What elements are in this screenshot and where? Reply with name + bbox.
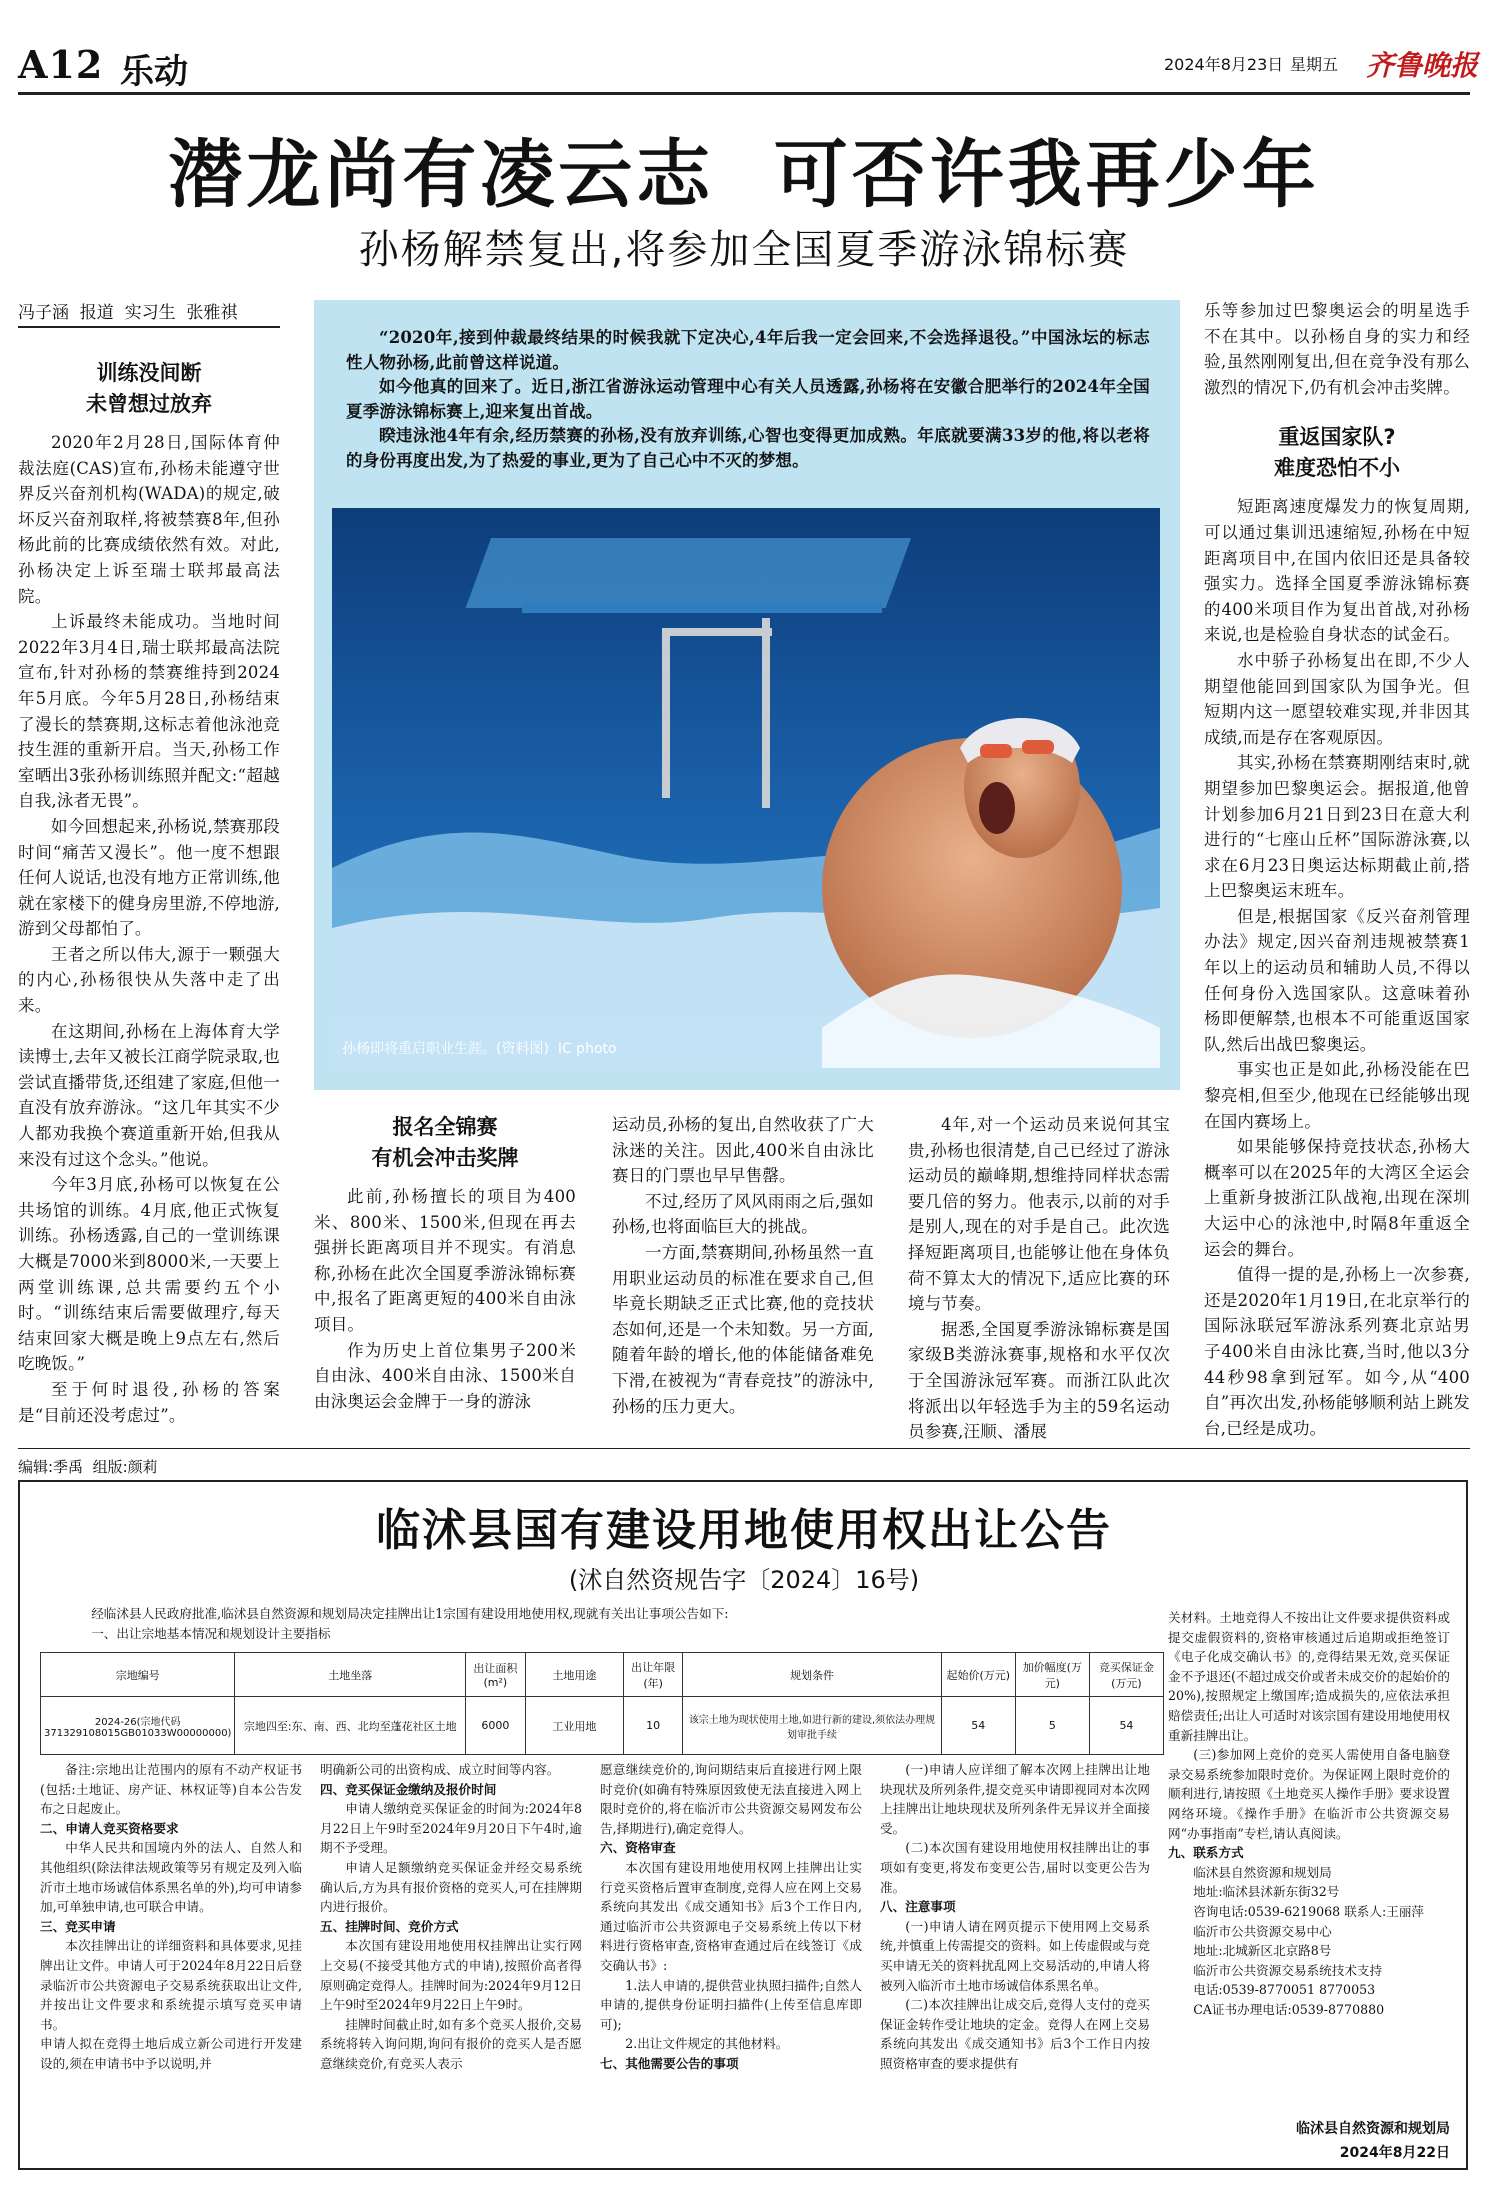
notice-paragraph: 2.出让文件规定的其他材料。 xyxy=(625,2036,789,2052)
table-header-row xyxy=(41,1653,1164,1697)
notice-signature-org: 临沭县自然资源和规划局 xyxy=(1296,2121,1450,2137)
table-header-cell: 规划条件 xyxy=(683,1653,942,1697)
notice-paragraph: (一)申请人请在网页提示下使用网上交易系统,并慎重上传需提交的资料。如上传虚假或与竞买申请无关的资料扰乱网上交易活动的,申请人将被列入临沂市土地市场诚信体系黑名单。 xyxy=(880,1918,1150,1993)
notice-paragraph: 电话:0539-8770051 8770053 xyxy=(1193,1982,1376,1998)
article-column-5 xyxy=(1204,298,1470,1441)
notice-paragraph: 备注:宗地出让范围内的原有不动产权证书(包括:土地证、房产证、林权证等)自本公告发布之日起废止。 xyxy=(40,1762,302,1817)
notice-paragraph: 地址:北城新区北京路8号 xyxy=(1193,1943,1332,1959)
issue-weekday: 星期五 xyxy=(1290,55,1339,74)
section-name: 乐动 xyxy=(120,52,188,92)
article-paragraph: 事实也正是如此,孙杨没能在巴黎亮相,但至少,他现在已经能够出现在国内赛场上。 xyxy=(1204,1060,1470,1131)
notice-paragraph: (二)本次挂牌出让成交后,竞得人支付的竞买保证金转作受让地块的定金。竞得人在网上交易系统向其发出《成交通知书》后3个工作日内按照资格审查的要求提供有 xyxy=(880,1997,1150,2071)
article-paragraph: 至于何时退役,孙杨的答案是“目前还没考虑过”。 xyxy=(18,1379,280,1425)
lead-paragraph: “2020年,接到仲裁最终结果的时候我就下定决心,4年后我一定会回来,不会选择退役。”中国泳坛的标志性人物孙杨,此前曾这样说道。 xyxy=(346,328,1150,372)
table-cell: 54 xyxy=(941,1697,1015,1755)
notice-paragraph: 挂牌时间截止时,如有多个竞买人报价,交易系统将转入询问期,询问有报价的竞买人是否愿意继续竞价,有竞买人表示 xyxy=(320,2016,582,2071)
notice-paragraph: 本次国有建设用地使用权网上挂牌出让实行竞买资格后置审查制度,竞得人应在网上交易系统向其发出《成交通知书》后3个工作日内,通过临沂市公共资源电子交易系统上传以下材料进行资格审查,资格审查通过后在线签订《成交确认书》: xyxy=(600,1859,862,1973)
notice-intro-text: 经临沭县人民政府批准,临沭县自然资源和规划局决定挂牌出让1宗国有建设用地使用权,现就有关出让事项公告如下: xyxy=(91,1606,729,1621)
table-header-cell: 起始价(万元) xyxy=(941,1653,1015,1697)
notice-section-heading: 六、资格审查 xyxy=(600,1840,676,1856)
editor-rule xyxy=(18,1448,1470,1449)
notice-intro xyxy=(66,1604,1156,1643)
notice-paragraph: 申请人足额缴纳竞买保证金并经交易系统确认后,方为具有报价资格的竞买人,可在挂牌期内进行报价。 xyxy=(320,1859,582,1915)
table-header-cell: 宗地编号 xyxy=(41,1653,235,1697)
notice-signature-date: 2024年8月22日 xyxy=(1339,2145,1450,2161)
lead-text xyxy=(346,326,1150,473)
article-paragraph: 不过,经历了风风雨雨之后,强如孙杨,也将面临巨大的挑战。 xyxy=(612,1191,874,1237)
notice-paragraph: 临沭县自然资源和规划局 xyxy=(1193,1864,1332,1880)
article-paragraph: 运动员,孙杨的复出,自然收获了广大泳迷的关注。因此,400米自由泳比赛日的门票也早早售罄。 xyxy=(612,1115,874,1186)
page-headline: 潜龙尚有凌云志 可否许我再少年 xyxy=(168,132,1320,218)
table-cell: 工业用地 xyxy=(525,1697,623,1755)
article-paragraph: 其实,孙杨在禁赛期刚结束时,就期望参加巴黎奥运会。据报道,他曾计划参加6月21日到23日在意大利进行的“七座山丘杯”国际游泳赛,以求在6月23日奥运达标期截止前,搭上巴黎奥运末班车。 xyxy=(1204,753,1470,901)
notice-paragraph: CA证书办理电话:0539-8770880 xyxy=(1193,2001,1385,2017)
table-header-cell: 土地坐落 xyxy=(235,1653,466,1697)
article-paragraph: 王者之所以伟大,源于一颗强大的内心,孙杨很快从失落中走了出来。 xyxy=(18,944,280,1016)
notice-column-4 xyxy=(880,1760,1150,2074)
article-paragraph: 在这期间,孙杨在上海体育大学读博士,去年又被长江商学院录取,也尝试直播带货,还组建了家庭,但他一直没有放弃游泳。“这几年其实不少人都劝我换个赛道重新开始,但我从来没有过这个念头。”他说。 xyxy=(18,1021,280,1169)
notice-column-1 xyxy=(40,1760,302,2074)
notice-paragraph: 临沂市公共资源交易系统技术支持 xyxy=(1193,1962,1383,1978)
notice-section-heading: 七、其他需要公告的事项 xyxy=(600,2055,739,2071)
notice-paragraph: (一)申请人应详细了解本次网上挂牌出让地块现状及所列条件,提交竞买申请即视同对本次网上挂牌出让地块现状及所列条件无异议并全面接受。 xyxy=(880,1762,1150,1836)
notice-paragraph: 关材料。土地竞得人不按出让文件要求提供资料或提交虚假资料的,资格审核通过后追期或拒绝签订《电子化成交确认书》的,竞得结果无效,竞买保证金不予退还(不超过成交价或者未成交价的起始价的20%),按照规定上缴国库;造成损失的,应依法承担赔偿责任;出让人可适时对该宗国有建设用地使用权重新挂牌出让。 xyxy=(1168,1610,1450,1743)
section-heading xyxy=(1204,422,1470,484)
section-heading-line: 未曾想过放弃 xyxy=(86,392,212,416)
article-paragraph: 乐等参加过巴黎奥运会的明星选手不在其中。以孙杨自身的实力和经验,虽然刚刚复出,但在竞争没有那么激烈的情况下,仍有机会冲击奖牌。 xyxy=(1204,301,1470,397)
section-heading xyxy=(314,1112,576,1174)
table-cell: 6000 xyxy=(466,1697,526,1755)
section-heading-line: 重返国家队? xyxy=(1278,425,1396,450)
article-paragraph: 短距离速度爆发力的恢复周期,可以通过集训迅速缩短,孙杨在中短距离项目中,在国内依旧还是具备较强实力。选择全国夏季游泳锦标赛的400米项目作为复出首战,对孙杨来说,也是检验自身状态的试金石。 xyxy=(1204,497,1470,645)
section-heading-line: 训练没间断 xyxy=(96,361,202,385)
notice-paragraph: 申请人缴纳竞买保证金的时间为:2024年8月22日上午9时至2024年9月20日下午4时,逾期不予受理。 xyxy=(320,1801,582,1856)
article-paragraph: 作为历史上首位集男子200米自由泳、400米自由泳、1500米自由泳奥运会金牌于一身的游泳 xyxy=(314,1340,576,1411)
notice-column-3 xyxy=(600,1760,862,2074)
article-paragraph: 今年3月底,孙杨可以恢复在公共场馆的训练。4月底,他正式恢复训练。孙杨透露,自己的一堂训练课大概是7000米到8000米,一天要上两堂训练课,总共需要约五个小时。“训练结束后需要做理疗,每天结束回家大概是晚上9点左右,然后吃晚饭。” xyxy=(18,1175,280,1374)
notice-column-5 xyxy=(1168,1608,1450,2019)
notice-section-heading: 二、申请人竞买资格要求 xyxy=(40,1820,179,1836)
section-heading-line: 有机会冲击奖牌 xyxy=(371,1146,519,1170)
notice-section-heading: 五、挂牌时间、竞价方式 xyxy=(320,1918,459,1934)
notice-section-heading: 四、竞买保证金缴纳及报价时间 xyxy=(320,1781,497,1797)
article-paragraph: 水中骄子孙杨复出在即,不少人期望他能回到国家队为国争光。但短期内这一愿望较难实现,并非因其成绩,而是存在客观原因。 xyxy=(1204,650,1470,747)
notice-paragraph: 申请人拟在竞得土地后成立新公司进行开发建设的,须在申请书中予以说明,并 xyxy=(40,2036,302,2071)
page-subheadline: 孙杨解禁复出,将参加全国夏季游泳锦标赛 xyxy=(358,227,1130,273)
table-cell: 宗地四至:东、南、西、北均至蓬花社区土地 xyxy=(235,1697,466,1755)
notice-paragraph: 1.法人申请的,提供营业执照扫描件;自然人申请的,提供身份证明扫描件(上传至信息库即可); xyxy=(600,1977,862,2032)
page-number: A12 xyxy=(18,42,104,87)
notice-paragraph: 本次挂牌出让的详细资料和具体要求,见挂牌出让文件。申请人可于2024年8月22日后登录临沂市公共资源电子交易系统获取出让文件,并按出让文件要求和系统提示填写竞买申请书。 xyxy=(40,1938,302,2032)
table-cell: 10 xyxy=(624,1697,683,1755)
table-header-cell: 加价幅度(万元) xyxy=(1015,1653,1089,1697)
article-paragraph: 上诉最终未能成功。当地时间2022年3月4日,瑞士联邦最高法院宣布,针对孙杨的禁赛维持到2024年5月底。今年5月28日,孙杨结束了漫长的禁赛期,这标志着他泳池竞技生涯的重新开启。当天,孙杨工作室晒出3张孙杨训练照并配文:“超越自我,泳者无畏”。 xyxy=(18,612,280,811)
table-header-cell: 出让年限(年) xyxy=(624,1653,683,1697)
notice-paragraph: (二)本次国有建设用地使用权挂牌出让的事项如有变更,将发布变更公告,届时以变更公告为准。 xyxy=(880,1840,1150,1895)
newspaper-logo: 齐鲁晚报 xyxy=(1366,49,1479,82)
table-header-cell: 竞买保证金(万元) xyxy=(1089,1653,1163,1697)
table-row xyxy=(41,1697,1164,1755)
article-paragraph: 值得一提的是,孙杨上一次参赛,还是2020年1月19日,在北京举行的国际泳联冠军游泳系列赛北京站男子400米自由泳比赛,当时,他以3分44秒98拿到冠军。如今,从“400自”再次出发,孙杨能够顺利站上跳发台,已经是成功。 xyxy=(1204,1265,1470,1438)
section-heading-line: 难度恐怕不小 xyxy=(1274,456,1400,481)
article-paragraph: 据悉,全国夏季游泳锦标赛是国家级B类游泳赛事,规格和水平仅次于全国游泳冠军赛。而浙江队此次将派出以年轻选手为主的59名运动员参赛,汪顺、潘展 xyxy=(908,1319,1170,1442)
article-column-4 xyxy=(908,1112,1170,1445)
table-cell: 5 xyxy=(1015,1697,1089,1755)
notice-section-heading: 九、联系方式 xyxy=(1168,1845,1244,1861)
table-header-cell: 出让面积(m²) xyxy=(466,1653,526,1697)
photo-caption: 孙杨即将重启职业生涯。(资料图) IC photo xyxy=(342,1041,617,1057)
article-column-3 xyxy=(612,1112,874,1419)
table-cell: 54 xyxy=(1089,1697,1163,1755)
notice-paragraph: 中华人民共和国境内外的法人、自然人和其他组织(除法律法规政策等另有规定及列入临沂市土地市场诚信体系黑名单的外),均可申请参加,可单独申请,也可联合申请。 xyxy=(40,1840,302,1915)
article-paragraph: 此前,孙杨擅长的项目为400米、800米、1500米,但现在再去强拼长距离项目并不现实。有消息称,孙杨在此次全国夏季游泳锦标赛中,报名了距离更短的400米自由泳项目。 xyxy=(314,1187,576,1334)
notice-code: (沭自然资规告字〔2024〕16号) xyxy=(568,1566,920,1594)
article-column-2 xyxy=(314,1112,576,1414)
article-paragraph: 一方面,禁赛期间,孙杨虽然一直用职业运动员的标准在要求自己,但毕竟长期缺乏正式比赛,他的竞技状态如何,还是一个未知数。另一方面,随着年龄的增长,他的体能储备难免下滑,在被视为“青春竞技”的游泳中,孙杨的压力更大。 xyxy=(612,1242,874,1416)
section-heading xyxy=(18,358,280,420)
notice-title: 临沭县国有建设用地使用权出让公告 xyxy=(376,1505,1112,1556)
section-heading-line: 报名全锦赛 xyxy=(392,1115,498,1139)
article-paragraph: 4年,对一个运动员来说何其宝贵,孙杨也很清楚,自己已经过了游泳运动员的巅峰期,想维持同样状态需要几倍的努力。他表示,以前的对手是别人,现在的对手是自己。此次选择短距离项目,也能够让他在身体负荷不算太大的情况下,适应比赛的环境与节奏。 xyxy=(908,1115,1170,1314)
news-photo xyxy=(332,508,1160,1068)
issue-date: 2024年8月23日 xyxy=(1164,55,1284,74)
table-header-cell: 土地用途 xyxy=(525,1653,623,1697)
masthead-rule xyxy=(18,92,1470,95)
article-paragraph: 如今回想起来,孙杨说,禁赛那段时间“痛苦又漫长”。他一度不想跟任何人说话,也没有地方正常训练,他就在家楼下的健身房里游,不停地游,游到父母都怕了。 xyxy=(18,816,280,939)
table-cell: 2024-26(宗地代码371329108015GB01033W00000000) xyxy=(41,1697,235,1755)
article-column-1 xyxy=(18,358,280,1428)
notice-paragraph: 地址:临沭县沭新东街32号 xyxy=(1193,1884,1340,1900)
editor-credit: 编辑:季禹 组版:颜莉 xyxy=(18,1458,158,1476)
notice-section-heading: 一、出让宗地基本情况和规划设计主要指标 xyxy=(91,1625,331,1641)
article-paragraph: 如果能够保持竞技状态,孙杨大概率可以在2025年的大湾区全运会上重新身披浙江队战袍,出现在深圳大运中心的泳池中,时隔8年重返全运会的舞台。 xyxy=(1204,1137,1470,1259)
land-parcel-table xyxy=(40,1652,1164,1755)
notice-section-heading: 八、注意事项 xyxy=(880,1899,956,1915)
notice-paragraph: 咨询电话:0539-6219068 联系人:王丽萍 xyxy=(1193,1903,1425,1919)
notice-column-2 xyxy=(320,1760,582,2074)
byline-rule xyxy=(18,326,280,328)
article-paragraph: 但是,根据国家《反兴奋剂管理办法》规定,因兴奋剂违规被禁赛1年以上的运动员和辅助人员,不得以任何身份入选国家队。这意味着孙杨即便解禁,也根本不可能重返国家队,然后出战巴黎奥运。 xyxy=(1204,906,1470,1054)
notice-paragraph: 明确新公司的出资构成、成立时间等内容。 xyxy=(320,1762,560,1777)
swimmer-photo-image xyxy=(332,508,1160,1068)
notice-paragraph: 本次国有建设用地使用权挂牌出让实行网上交易(不接受其他方式的申请),按照价高者得原则确定竞得人。挂牌时间为:2024年9月12日上午9时至2024年9月22日上午9时。 xyxy=(320,1938,582,2013)
notice-paragraph: 临沂市公共资源交易中心 xyxy=(1193,1923,1332,1939)
table-cell: 该宗土地为现状使用土地,如进行新的建设,须依法办理规划审批手续 xyxy=(683,1697,942,1755)
notice-paragraph: (三)参加网上竞价的竞买人需使用自备电脑登录交易系统参加限时竞价。为保证网上限时竞价的顺利进行,请按照《土地竞买人操作手册》要求设置网络环境。《操作手册》在临沂市公共资源交易网“办事指南”专栏,请认真阅读。 xyxy=(1168,1747,1450,1841)
lead-paragraph: 睽违泳池4年有余,经历禁赛的孙杨,没有放弃训练,心智也变得更加成熟。年底就要满33岁的他,将以老将的身份再度出发,为了热爱的事业,更为了自己心中不灭的梦想。 xyxy=(346,426,1150,470)
article-paragraph: 2020年2月28日,国际体育仲裁法庭(CAS)宣布,孙杨未能遵守世界反兴奋剂机构(WADA)的规定,破坏反兴奋剂取样,将被禁赛8年,但孙杨此前的比赛成绩依然有效。对此,孙杨决定上诉至瑞士联邦最高法院。 xyxy=(18,433,280,606)
notice-section-heading: 三、竞买申请 xyxy=(40,1918,116,1934)
notice-paragraph: 愿意继续竞价的,询问期结束后直接进行网上限时竞价(如确有特殊原因致使无法直接进入网上限时竞价的,将在临沂市公共资源交易网发布公告,择期进行),确定竞得人。 xyxy=(600,1762,862,1836)
lead-paragraph: 如今他真的回来了。近日,浙江省游泳运动管理中心有关人员透露,孙杨将在安徽合肥举行的2024年全国夏季游泳锦标赛上,迎来复出首战。 xyxy=(346,377,1150,421)
byline: 冯子涵 报道 实习生 张雅祺 xyxy=(18,303,238,323)
